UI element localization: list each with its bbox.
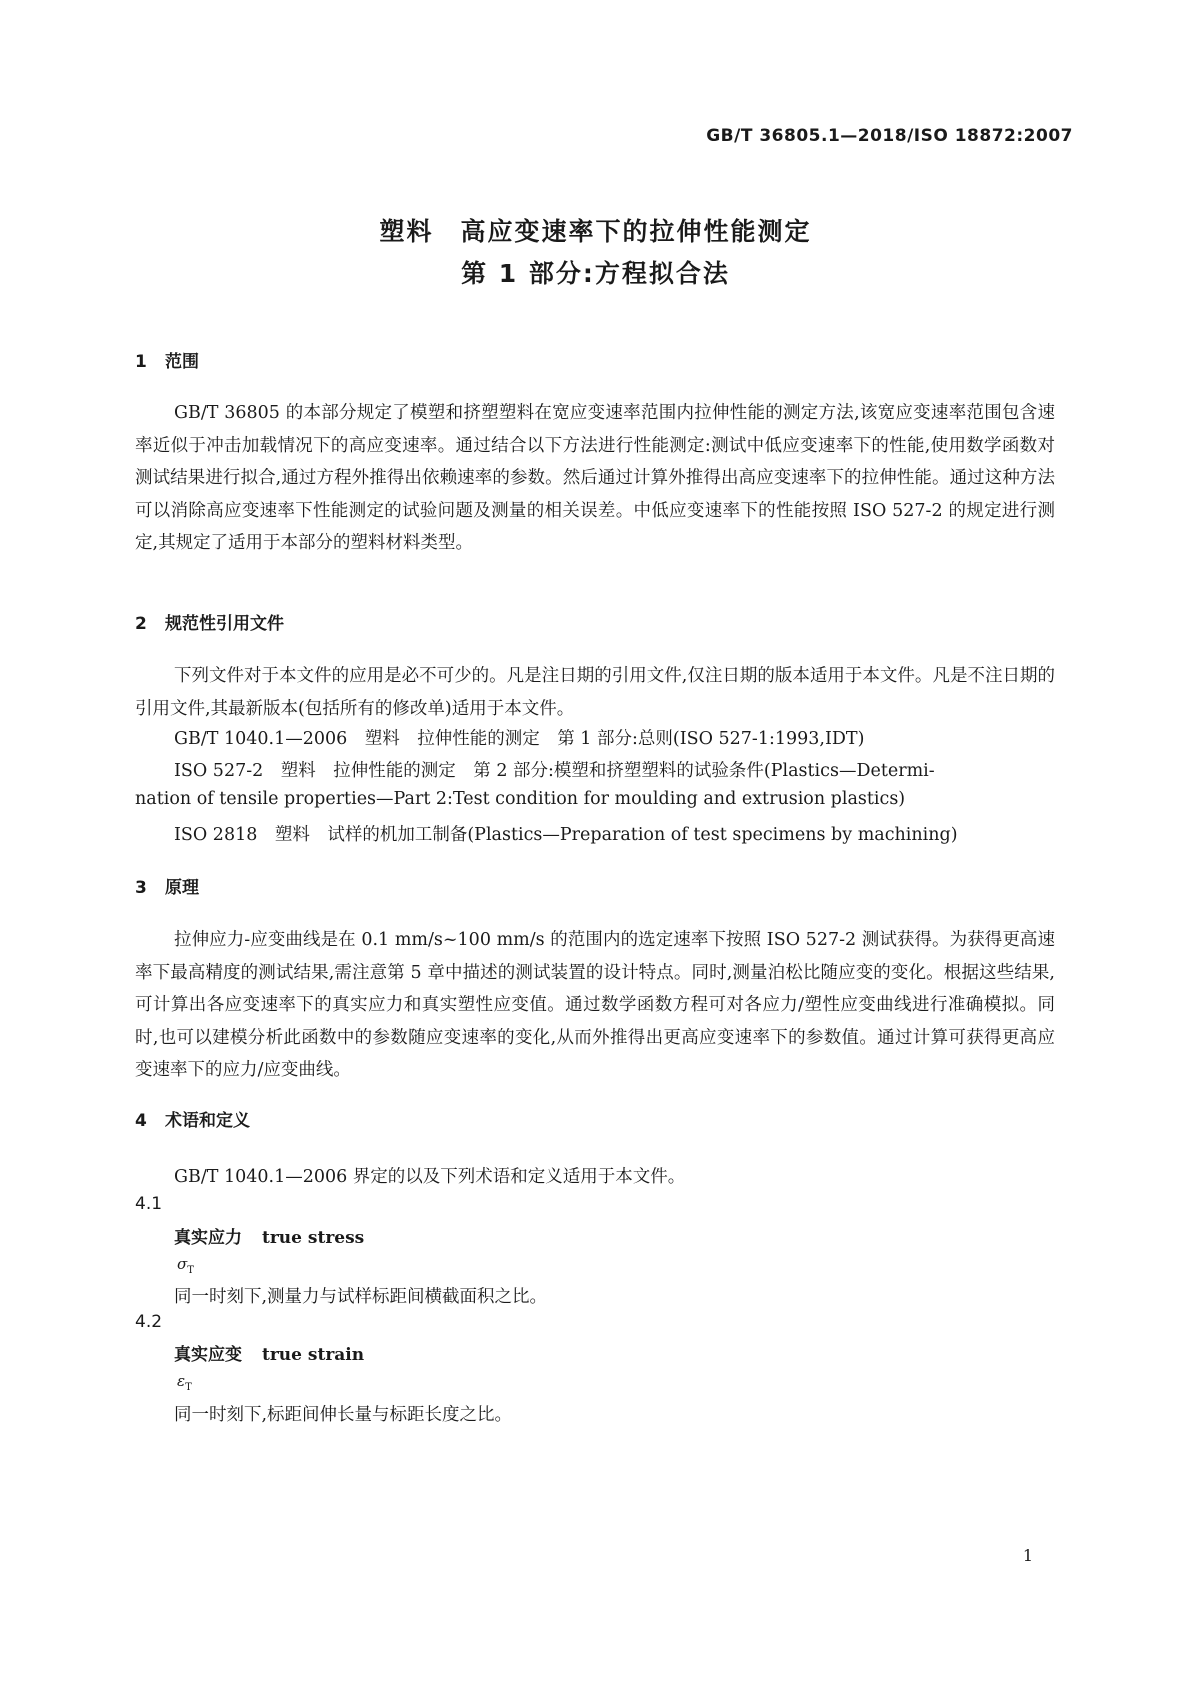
section-title: 原理 — [165, 878, 199, 898]
title-line-2: 第 1 部分:方程拟合法 — [461, 259, 730, 288]
symbol-subscript: T — [185, 1382, 192, 1393]
symbol-base: σ — [177, 1255, 188, 1273]
term-english: true strain — [262, 1345, 365, 1365]
section-2-intro: 下列文件对于本文件的应用是必不可少的。凡是注日期的引用文件,仅注日期的版本适用于本文件。凡是不注日期的引用文件,其最新版本(包括所有的修改单)适用于本文件。 — [135, 666, 1055, 719]
section-2-heading — [135, 609, 284, 634]
term-chinese: 真实应力 — [174, 1228, 242, 1248]
symbol-subscript: T — [187, 1265, 194, 1276]
term-definition: 同一时刻下,测量力与试样标距间横截面积之比。 — [174, 1287, 548, 1307]
section-3-body: 拉伸应力-应变曲线是在 0.1 mm/s~100 mm/s 的范围内的选定速率下按照 ISO 527-2 测试获得。为获得更高速率下最高精度的测试结果,需注意第 5 章中描述的测试装置的设计特点。同时,测量泊松比随应变的变化。根据这些结果,可计算出各应变速率下的真实应力和真实塑性应变值。通过数学函数方程可对各应力/塑性应变曲线进行准确模拟。同时,也可以建模分析此函数中的参数随应变速率的变化,从而外推得出更高应变速率下的参数值。通过计算可获得更高应变速率下的应力/应变曲线。 — [135, 930, 1055, 1080]
term-definition: 同一时刻下,标距间伸长量与标距长度之比。 — [174, 1405, 513, 1425]
section-title: 范围 — [165, 352, 199, 372]
section-3-heading — [135, 873, 199, 898]
section-1-heading — [135, 347, 199, 372]
section-4-intro: GB/T 1040.1—2006 界定的以及下列术语和定义适用于本文件。 — [174, 1167, 686, 1187]
symbol-base: ε — [177, 1372, 186, 1390]
reference-2-line-2: nation of tensile properties—Part 2:Test condition for moulding and extrusion plastics) — [135, 789, 906, 809]
term-number: 4.1 — [135, 1194, 163, 1214]
section-number: 2 — [135, 614, 147, 634]
term-number: 4.2 — [135, 1312, 163, 1332]
section-title: 术语和定义 — [165, 1111, 250, 1131]
reference-2-line-1: ISO 527-2 塑料 拉伸性能的测定 第 2 部分:模塑和挤塑塑料的试验条件(Plastics—Determi- — [174, 761, 935, 781]
standard-code: GB/T 36805.1—2018/ISO 18872:2007 — [706, 126, 1073, 146]
section-1-body: GB/T 36805 的本部分规定了模塑和挤塑塑料在宽应变速率范围内拉伸性能的测定方法,该宽应变速率范围包含速率近似于冲击加载情况下的高应变速率。通过结合以下方法进行性能测定:测试中低应变速率下的性能,使用数学函数对测试结果进行拟合,通过方程外推得出依赖速率的参数。然后通过计算外推得出高应变速率下的拉伸性能。通过这种方法可以消除高应变速率下性能测定的试验问题及测量的相关误差。中低应变速率下的性能按照 ISO 527-2 的规定进行测定,其规定了适用于本部分的塑料材料类型。 — [135, 403, 1055, 553]
reference-1: GB/T 1040.1—2006 塑料 拉伸性能的测定 第 1 部分:总则(ISO 527-1:1993,IDT) — [174, 729, 865, 749]
title-line-1: 塑料 高应变速率下的拉伸性能测定 — [379, 217, 812, 246]
section-title: 规范性引用文件 — [165, 614, 284, 634]
term-symbol — [177, 1372, 192, 1393]
section-number: 4 — [135, 1111, 147, 1131]
section-4-heading — [135, 1106, 250, 1131]
page-number: 1 — [1022, 1546, 1033, 1565]
term-chinese: 真实应变 — [174, 1345, 242, 1365]
term-symbol — [177, 1255, 194, 1276]
reference-3: ISO 2818 塑料 试样的机加工制备(Plastics—Preparation of test specimens by machining) — [174, 825, 958, 845]
term-title — [174, 1223, 364, 1248]
term-english: true stress — [262, 1228, 365, 1248]
term-title — [174, 1340, 364, 1365]
section-number: 1 — [135, 352, 147, 372]
section-number: 3 — [135, 878, 147, 898]
